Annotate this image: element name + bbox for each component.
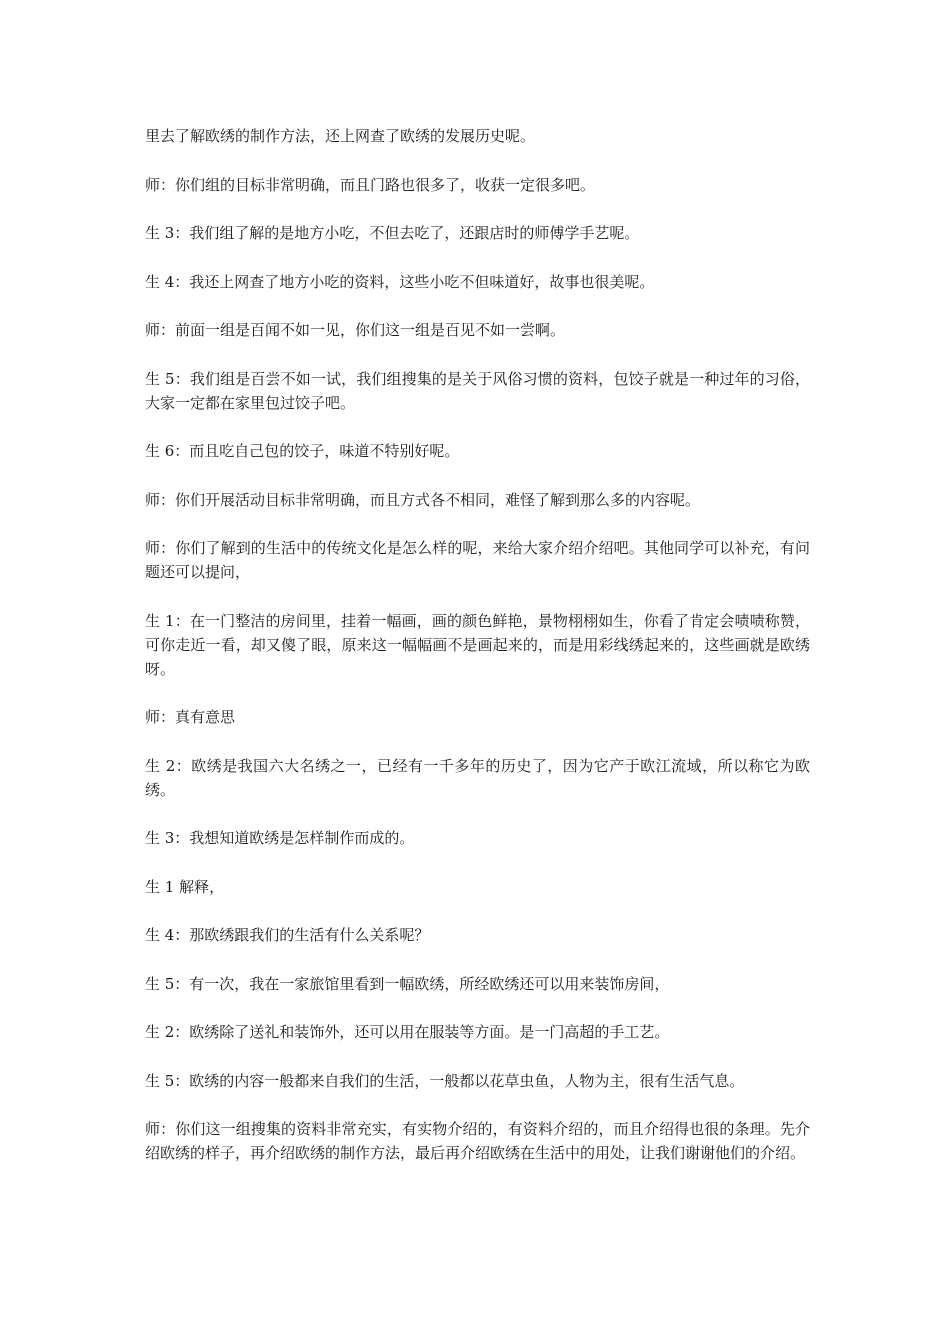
paragraph: 师：你们了解到的生活中的传统文化是怎么样的呢，来给大家介绍介绍吧。其他同学可以补充，有问题还可以提问， [145, 539, 810, 581]
paragraph: 生 5：我们组是百尝不如一试，我们组搜集的是关于风俗习惯的资料，包饺子就是一种过年的习俗，大家一定都在家里包过饺子吧。 [145, 369, 810, 412]
paragraph: 师：你们组的目标非常明确，而且门路也很多了，收获一定很多吧。 [145, 175, 596, 194]
paragraph: 师：真有意思 [145, 708, 236, 726]
paragraph: 里去了解欧绣的制作方法，还上网查了欧绣的发展历史呢。 [145, 127, 536, 145]
paragraph: 师：你们开展活动目标非常明确，而且方式各不相同，难怪了解到那么多的内容呢。 [145, 490, 701, 509]
paragraph: 生 2：欧绣除了送礼和装饰外，还可以用在服装等方面。是一门高超的手工艺。 [145, 1023, 670, 1041]
paragraph: 生 4：那欧绣跟我们的生活有什么关系呢？ [145, 926, 430, 944]
document-page [145, 124, 810, 1190]
paragraph: 生 3：我想知道欧绣是怎样制作而成的。 [145, 829, 415, 847]
paragraph: 生 5：有一次，我在一家旅馆里看到一幅欧绣，所经欧绣还可以用来装饰房间， [145, 974, 670, 993]
paragraph: 生 3：我们组了解的是地方小吃，不但去吃了，还跟店时的师傅学手艺呢。 [145, 224, 640, 242]
paragraph: 生 5：欧绣的内容一般都来自我们的生活，一般都以花草虫鱼，人物为主，很有生活气息。 [145, 1071, 745, 1090]
paragraph: 师：前面一组是百闻不如一见，你们这一组是百见不如一尝啊。 [145, 321, 566, 339]
paragraph: 生 1 解释， [145, 877, 225, 896]
paragraph: 生 6：而且吃自己包的饺子，味道不特别好呢。 [145, 442, 460, 460]
paragraph: 师：你们这一组搜集的资料非常充实，有实物介绍的，有资料介绍的，而且介绍得也很的条理。先介绍欧绣的样子，再介绍欧绣的制作方法，最后再介绍欧绣在生活中的用处，让我们谢谢他们的介绍。 [145, 1120, 810, 1162]
paragraph: 生 2：欧绣是我国六大名绣之一，已经有一千多年的历史了，因为它产于欧江流域，所以称它为欧绣。 [145, 756, 810, 799]
paragraph: 生 4：我还上网查了地方小吃的资料，这些小吃不但味道好，故事也很美呢。 [145, 272, 655, 291]
paragraph: 生 1：在一门整洁的房间里，挂着一幅画，画的颜色鲜艳，景物栩栩如生，你看了肯定会啧啧称赞，可你走近一看，却又傻了眼，原来这一幅幅画不是画起来的，而是用彩线绣起来的，这些画就是欧绣呀。 [145, 611, 810, 678]
